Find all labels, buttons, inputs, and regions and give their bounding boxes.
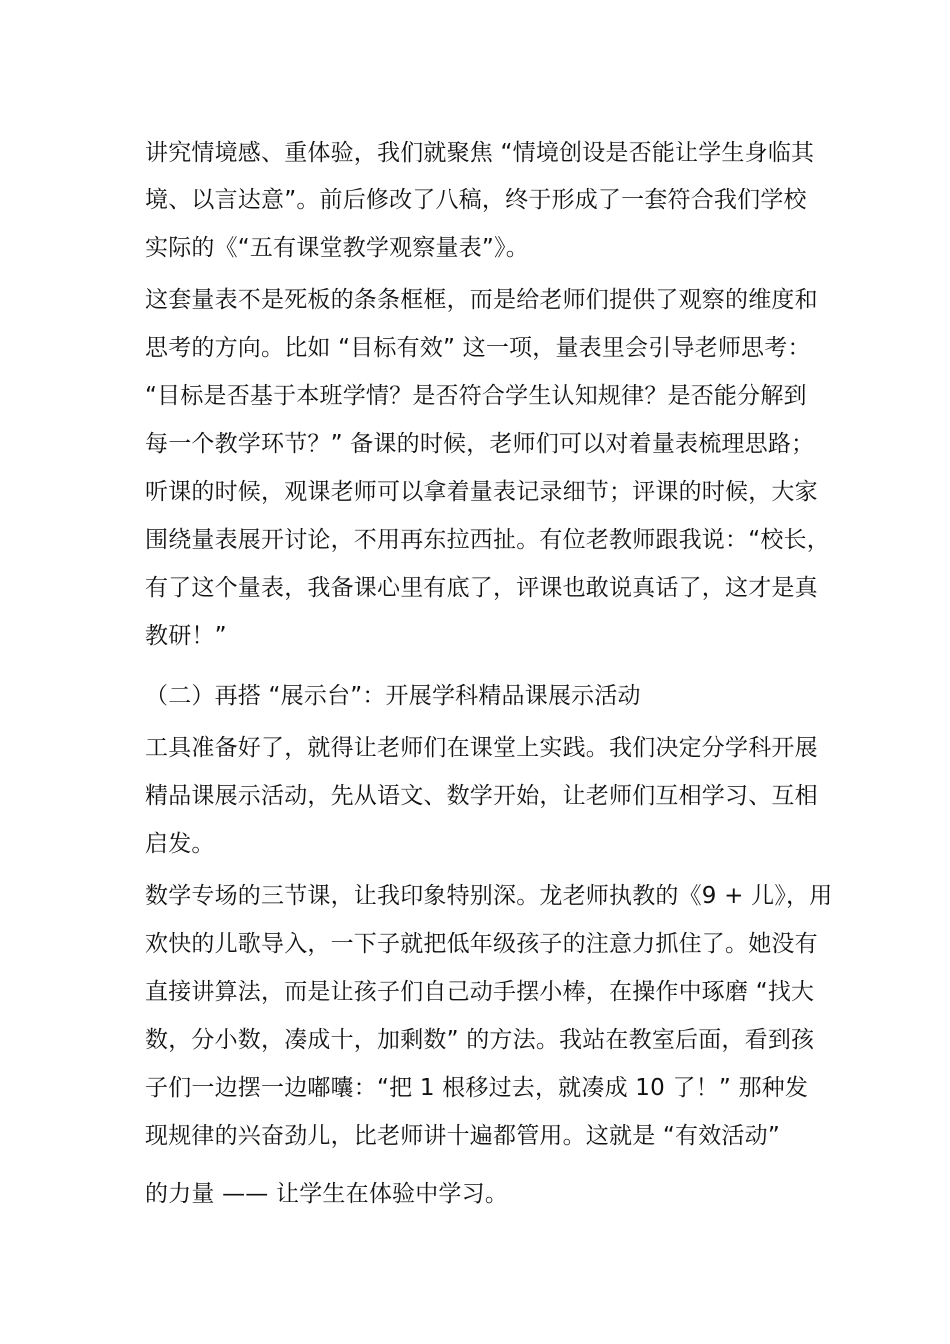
text-line: 境、以言达意”。前后修改了八稿，终于形成了一套符合我们学校 [145,187,807,213]
text-line: 工具准备好了，就得让老师们在课堂上实践。我们决定分学科开展 [145,735,818,761]
text-line: 数学专场的三节课，让我印象特别深。龙老师执教的《9 + 儿》，用 [145,883,833,909]
text-line: 有了这个量表，我备课心里有底了，评课也敢说真话了，这才是真 [145,575,818,601]
text-line: 精品课展示活动，先从语文、数学开始，让老师们互相学习、互相 [145,783,818,809]
text-line: 教研！” [145,623,227,649]
text-line: 每一个教学环节？” 备课的时候，老师们可以对着量表梳理思路； [145,431,815,457]
text-line: 这套量表不是死板的条条框框，而是给老师们提供了观察的维度和 [145,287,818,313]
text-line: 子们一边摆一边嘟囔：“把 1 根移过去，就凑成 10 了！” 那种发 [145,1075,809,1101]
text-line: 的力量 —— 让学生在体验中学习。 [145,1181,509,1207]
text-line: 数，分小数，凑成十，加剩数” 的方法。我站在教室后面，看到孩 [145,1027,815,1053]
text-line: 实际的《“五有课堂教学观察量表”》。 [145,235,529,261]
text-line: 启发。 [145,831,215,857]
text-line: 现规律的兴奋劲儿，比老师讲十遍都管用。这就是 “有效活动” [145,1123,780,1149]
text-line: “目标是否基于本班学情？是否符合学生认知规律？是否能分解到 [145,383,807,409]
text-line: 听课的时候，观课老师可以拿着量表记录细节；评课的时候，大家 [145,479,818,505]
text-line: 思考的方向。比如 “目标有效” 这一项，量表里会引导老师思考： [145,335,811,361]
text-line: 讲究情境感、重体验，我们就聚焦 “情境创设是否能让学生身临其 [145,140,815,166]
text-line: 直接讲算法，而是让孩子们自己动手摆小棒，在操作中琢磨 “找大 [145,979,815,1005]
text-line: 欢快的儿歌导入，一下子就把低年级孩子的注意力抓住了。她没有 [145,931,818,957]
text-line: 围绕量表展开讨论，不用再东拉西扯。有位老教师跟我说：“校长， [145,527,830,553]
section-heading: （二）再搭 “展示台”：开展学科精品课展示活动 [145,683,641,709]
